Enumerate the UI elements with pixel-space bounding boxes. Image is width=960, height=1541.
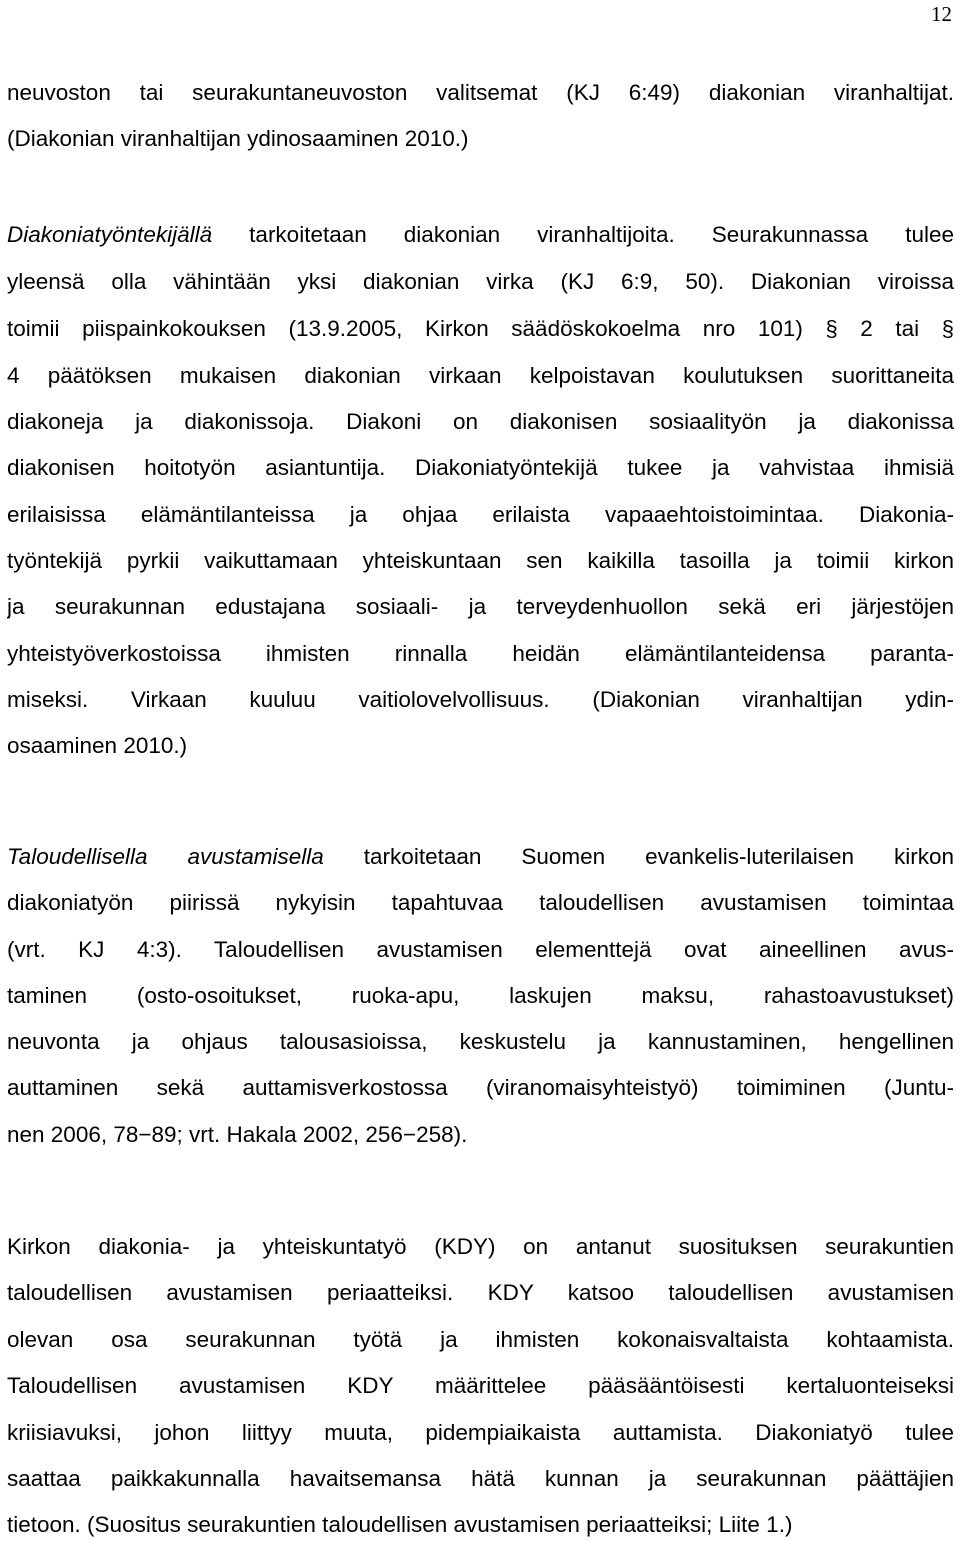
text-line: neuvoston tai seurakuntaneuvoston valitsemat (KJ 6:49) diakonian viranhaltijat. [7,80,954,105]
text-line: ja seurakunnan edustajana sosiaali- ja terveydenhuollon sekä eri järjestöjen [7,594,954,619]
text-line [7,315,954,343]
text-line: diakonisen hoitotyön asiantuntija. Diakoniatyöntekijä tukee ja vahvistaa ihmisiä [7,455,954,480]
text-line: yleensä olla vähintään yksi diakonian virka (KJ 6:9, 50). Diakonian viroissa [7,269,954,294]
page-number: 12 [931,2,952,26]
text-line: työntekijä pyrkii vaikuttamaan yhteiskuntaan sen kaikilla tasoilla ja toimii kirkon [7,548,954,573]
text-line [7,221,954,249]
text-line: olevan osa seurakunnan työtä ja ihmisten kokonaisvaltaista kohtaamista. [7,1327,954,1352]
section-sign-icon: § [825,316,838,341]
text-line: nen 2006, 78−89; vrt. Hakala 2002, 256−258). [7,1122,468,1147]
section-sign-icon: § [941,316,954,341]
text-line: tietoon. (Suositus seurakuntien taloudellisen avustamisen periaatteiksi; Liite 1.) [7,1512,793,1537]
text-line: taminen (osto-osoitukset, ruoka-apu, laskujen maksu, rahastoavustukset) [7,983,954,1008]
line-text: tarkoitetaan diakonian viranhaltijoita. Seurakunnassa tulee [212,222,954,247]
text-line: neuvonta ja ohjaus talousasioissa, keskustelu ja kannustaminen, hengellinen [7,1029,954,1054]
text-line [7,843,954,871]
text-line: (vrt. KJ 4:3). Taloudellisen avustamisen elementtejä ovat aineellinen avus- [7,937,954,962]
text-line: yhteistyöverkostoissa ihmisten rinnalla heidän elämäntilanteidensa paranta- [7,641,954,666]
text-line: diakoniatyön piirissä nykyisin tapahtuvaa taloudellisen avustamisen toimintaa [7,890,954,915]
line-text: 2 tai [860,316,920,341]
text-line: osaaminen 2010.) [7,733,188,758]
text-line: kriisiavuksi, johon liittyy muuta, pidempiaikaista auttamista. Diakoniatyö tulee [7,1420,954,1445]
text-line: taloudellisen avustamisen periaatteiksi. KDY katsoo taloudellisen avustamisen [7,1280,954,1305]
line-text: tarkoitetaan Suomen evankelis-luterilaisen kirkon [323,844,954,869]
term-italic: Diakoniatyöntekijällä [7,222,213,247]
term-italic: Taloudellisella avustamisella [7,844,324,869]
text-line: Kirkon diakonia- ja yhteiskuntatyö (KDY) on antanut suosituksen seurakuntien [7,1234,954,1259]
text-line: diakoneja ja diakonissoja. Diakoni on diakonisen sosiaalityön ja diakonissa [7,409,954,434]
text-line: erilaisissa elämäntilanteissa ja ohjaa erilaista vapaaehtoistoimintaa. Diakonia- [7,502,954,527]
text-line: saattaa paikkakunnalla havaitsemansa hätä kunnan ja seurakunnan päättäjien [7,1466,954,1491]
text-line: miseksi. Virkaan kuuluu vaitiolovelvollisuus. (Diakonian viranhaltijan ydin- [7,687,954,712]
text-line: 4 päätöksen mukaisen diakonian virkaan kelpoistavan koulutuksen suorittaneita [7,363,954,388]
text-line: (Diakonian viranhaltijan ydinosaaminen 2010.) [7,126,469,151]
text-line: Taloudellisen avustamisen KDY määrittelee pääsääntöisesti kertaluonteiseksi [7,1373,954,1398]
text-line: auttaminen sekä auttamisverkostossa (viranomaisyhteistyö) toimiminen (Juntu- [7,1075,954,1100]
line-text: toimii piispainkokouksen (13.9.2005, Kirkon säädöskokoelma nro 101) [7,316,803,341]
